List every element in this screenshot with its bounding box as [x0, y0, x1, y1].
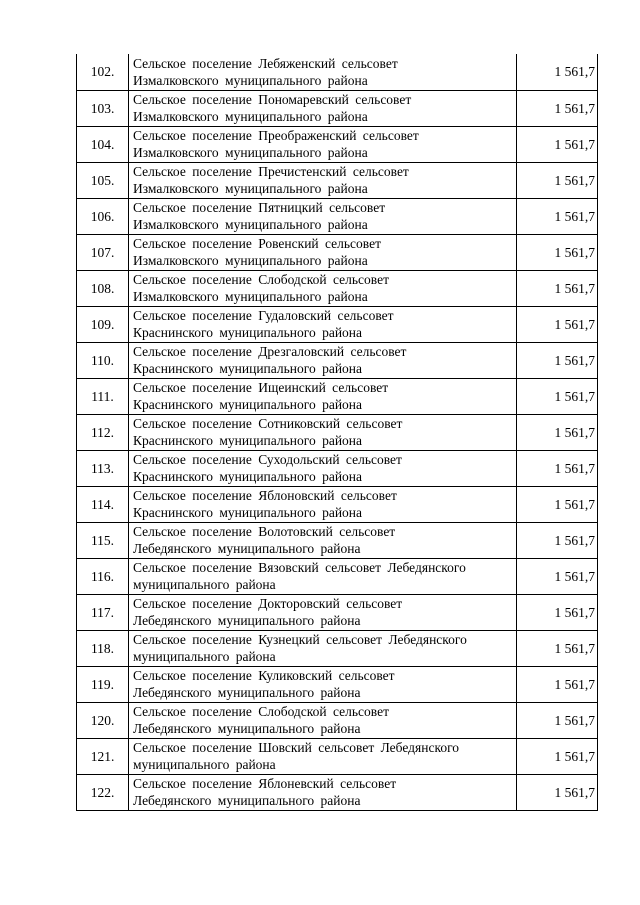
row-number-cell: 110.: [77, 342, 129, 378]
amount-cell: 1 561,7: [517, 594, 598, 630]
row-number-cell: 114.: [77, 486, 129, 522]
amount-cell: 1 561,7: [517, 486, 598, 522]
settlement-name-line-2: Измалковского муниципального района: [133, 289, 368, 304]
settlement-name-line-1: Сельское поселение Слободской сельсовет: [133, 704, 389, 719]
settlement-name-line-2: Лебедянского муниципального района: [133, 541, 361, 556]
amount-cell: 1 561,7: [517, 162, 598, 198]
row-number-cell: 104.: [77, 126, 129, 162]
settlement-name-line-1: Сельское поселение Кузнецкий сельсовет Лебедянского: [133, 632, 467, 647]
settlement-name-cell: [129, 774, 517, 810]
settlement-name-line-1: Сельское поселение Вязовский сельсовет Лебедянского: [133, 560, 466, 575]
amount-cell: 1 561,7: [517, 198, 598, 234]
settlement-name-line-2: муниципального района: [133, 649, 276, 664]
settlement-name-line-2: Лебедянского муниципального района: [133, 613, 361, 628]
settlement-name-line-2: Измалковского муниципального района: [133, 145, 368, 160]
settlement-name-cell: [129, 90, 517, 126]
row-number-cell: 105.: [77, 162, 129, 198]
amount-cell: 1 561,7: [517, 522, 598, 558]
row-number-cell: 102.: [77, 54, 129, 90]
amount-cell: 1 561,7: [517, 306, 598, 342]
row-number-cell: 113.: [77, 450, 129, 486]
settlement-name-line-1: Сельское поселение Суходольский сельсовет: [133, 452, 402, 467]
amount-cell: 1 561,7: [517, 558, 598, 594]
settlement-name-cell: [129, 198, 517, 234]
amount-cell: 1 561,7: [517, 630, 598, 666]
table-row: [77, 90, 598, 126]
settlement-name-cell: [129, 234, 517, 270]
settlement-name-line-1: Сельское поселение Ищеинский сельсовет: [133, 380, 389, 395]
settlement-name-line-1: Сельское поселение Гудаловский сельсовет: [133, 308, 394, 323]
settlement-name-cell: [129, 630, 517, 666]
settlement-name-cell: [129, 54, 517, 90]
row-number-cell: 111.: [77, 378, 129, 414]
settlement-name-line-1: Сельское поселение Шовский сельсовет Лебедянского: [133, 740, 460, 755]
amount-cell: 1 561,7: [517, 702, 598, 738]
settlement-name-cell: [129, 738, 517, 774]
row-number-cell: 103.: [77, 90, 129, 126]
settlement-name-line-2: муниципального района: [133, 577, 276, 592]
settlement-name-line-1: Сельское поселение Слободской сельсовет: [133, 272, 389, 287]
amount-cell: 1 561,7: [517, 666, 598, 702]
settlement-name-line-1: Сельское поселение Дрезгаловский сельсовет: [133, 344, 407, 359]
table-row: [77, 702, 598, 738]
row-number-cell: 118.: [77, 630, 129, 666]
amount-cell: 1 561,7: [517, 450, 598, 486]
settlement-name-cell: [129, 306, 517, 342]
settlement-name-cell: [129, 558, 517, 594]
amount-cell: 1 561,7: [517, 738, 598, 774]
table-row: [77, 774, 598, 810]
settlement-name-cell: [129, 522, 517, 558]
settlement-name-line-1: Сельское поселение Ровенский сельсовет: [133, 236, 381, 251]
row-number-cell: 107.: [77, 234, 129, 270]
amount-cell: 1 561,7: [517, 378, 598, 414]
settlement-name-line-1: Сельское поселение Волотовский сельсовет: [133, 524, 396, 539]
table-row: [77, 306, 598, 342]
table-row: [77, 666, 598, 702]
table-row: [77, 342, 598, 378]
settlement-name-cell: [129, 126, 517, 162]
row-number-cell: 121.: [77, 738, 129, 774]
row-number-cell: 112.: [77, 414, 129, 450]
settlements-allocation-table: [76, 54, 598, 811]
settlement-name-line-1: Сельское поселение Яблоновский сельсовет: [133, 488, 397, 503]
settlement-name-cell: [129, 594, 517, 630]
settlement-name-cell: [129, 378, 517, 414]
amount-cell: 1 561,7: [517, 54, 598, 90]
settlement-name-line-1: Сельское поселение Пономаревский сельсовет: [133, 92, 412, 107]
settlement-name-line-2: Измалковского муниципального района: [133, 181, 368, 196]
settlement-name-cell: [129, 702, 517, 738]
settlement-name-line-2: Краснинского муниципального района: [133, 397, 363, 412]
settlement-name-line-1: Сельское поселение Куликовский сельсовет: [133, 668, 395, 683]
table-row: [77, 126, 598, 162]
table-row: [77, 522, 598, 558]
table-row: [77, 450, 598, 486]
settlement-name-line-1: Сельское поселение Докторовский сельсовет: [133, 596, 403, 611]
settlement-name-line-2: Лебедянского муниципального района: [133, 793, 361, 808]
row-number-cell: 120.: [77, 702, 129, 738]
table-row: [77, 54, 598, 90]
amount-cell: 1 561,7: [517, 270, 598, 306]
settlement-name-cell: [129, 270, 517, 306]
settlement-name-line-2: муниципального района: [133, 757, 276, 772]
amount-cell: 1 561,7: [517, 774, 598, 810]
row-number-cell: 108.: [77, 270, 129, 306]
settlement-name-cell: [129, 486, 517, 522]
settlement-name-line-1: Сельское поселение Пятницкий сельсовет: [133, 200, 386, 215]
table-row: [77, 558, 598, 594]
settlement-name-cell: [129, 450, 517, 486]
amount-cell: 1 561,7: [517, 126, 598, 162]
table-row: [77, 630, 598, 666]
settlement-name-line-2: Лебедянского муниципального района: [133, 721, 361, 736]
row-number-cell: 106.: [77, 198, 129, 234]
table-row: [77, 486, 598, 522]
settlement-name-line-2: Измалковского муниципального района: [133, 109, 368, 124]
amount-cell: 1 561,7: [517, 342, 598, 378]
table-row: [77, 378, 598, 414]
settlement-name-line-2: Краснинского муниципального района: [133, 325, 363, 340]
table-row: [77, 594, 598, 630]
amount-cell: 1 561,7: [517, 90, 598, 126]
amount-cell: 1 561,7: [517, 414, 598, 450]
settlement-name-line-2: Краснинского муниципального района: [133, 361, 363, 376]
table-row: [77, 738, 598, 774]
row-number-cell: 109.: [77, 306, 129, 342]
settlement-name-line-1: Сельское поселение Преображенский сельсовет: [133, 128, 419, 143]
settlement-name-cell: [129, 414, 517, 450]
row-number-cell: 115.: [77, 522, 129, 558]
settlement-name-line-1: Сельское поселение Пречистенский сельсовет: [133, 164, 409, 179]
row-number-cell: 116.: [77, 558, 129, 594]
settlement-name-line-1: Сельское поселение Яблоневский сельсовет: [133, 776, 397, 791]
amount-cell: 1 561,7: [517, 234, 598, 270]
settlement-name-line-2: Измалковского муниципального района: [133, 217, 368, 232]
settlement-name-line-2: Краснинского муниципального района: [133, 469, 363, 484]
table-row: [77, 270, 598, 306]
settlement-name-cell: [129, 162, 517, 198]
settlement-name-line-2: Краснинского муниципального района: [133, 505, 363, 520]
settlement-name-line-1: Сельское поселение Сотниковский сельсовет: [133, 416, 403, 431]
settlement-name-line-2: Измалковского муниципального района: [133, 72, 368, 88]
row-number-cell: 117.: [77, 594, 129, 630]
table-row: [77, 162, 598, 198]
table-row: [77, 234, 598, 270]
settlement-name-line-1: Сельское поселение Лебяженский сельсовет: [133, 55, 398, 71]
table-body: [77, 54, 598, 810]
settlement-name-cell: [129, 666, 517, 702]
row-number-cell: 122.: [77, 774, 129, 810]
settlement-name-cell: [129, 342, 517, 378]
settlement-name-line-2: Измалковского муниципального района: [133, 253, 368, 268]
row-number-cell: 119.: [77, 666, 129, 702]
table-row: [77, 414, 598, 450]
table-row: [77, 198, 598, 234]
settlement-name-line-2: Краснинского муниципального района: [133, 433, 363, 448]
settlement-name-line-2: Лебедянского муниципального района: [133, 685, 361, 700]
